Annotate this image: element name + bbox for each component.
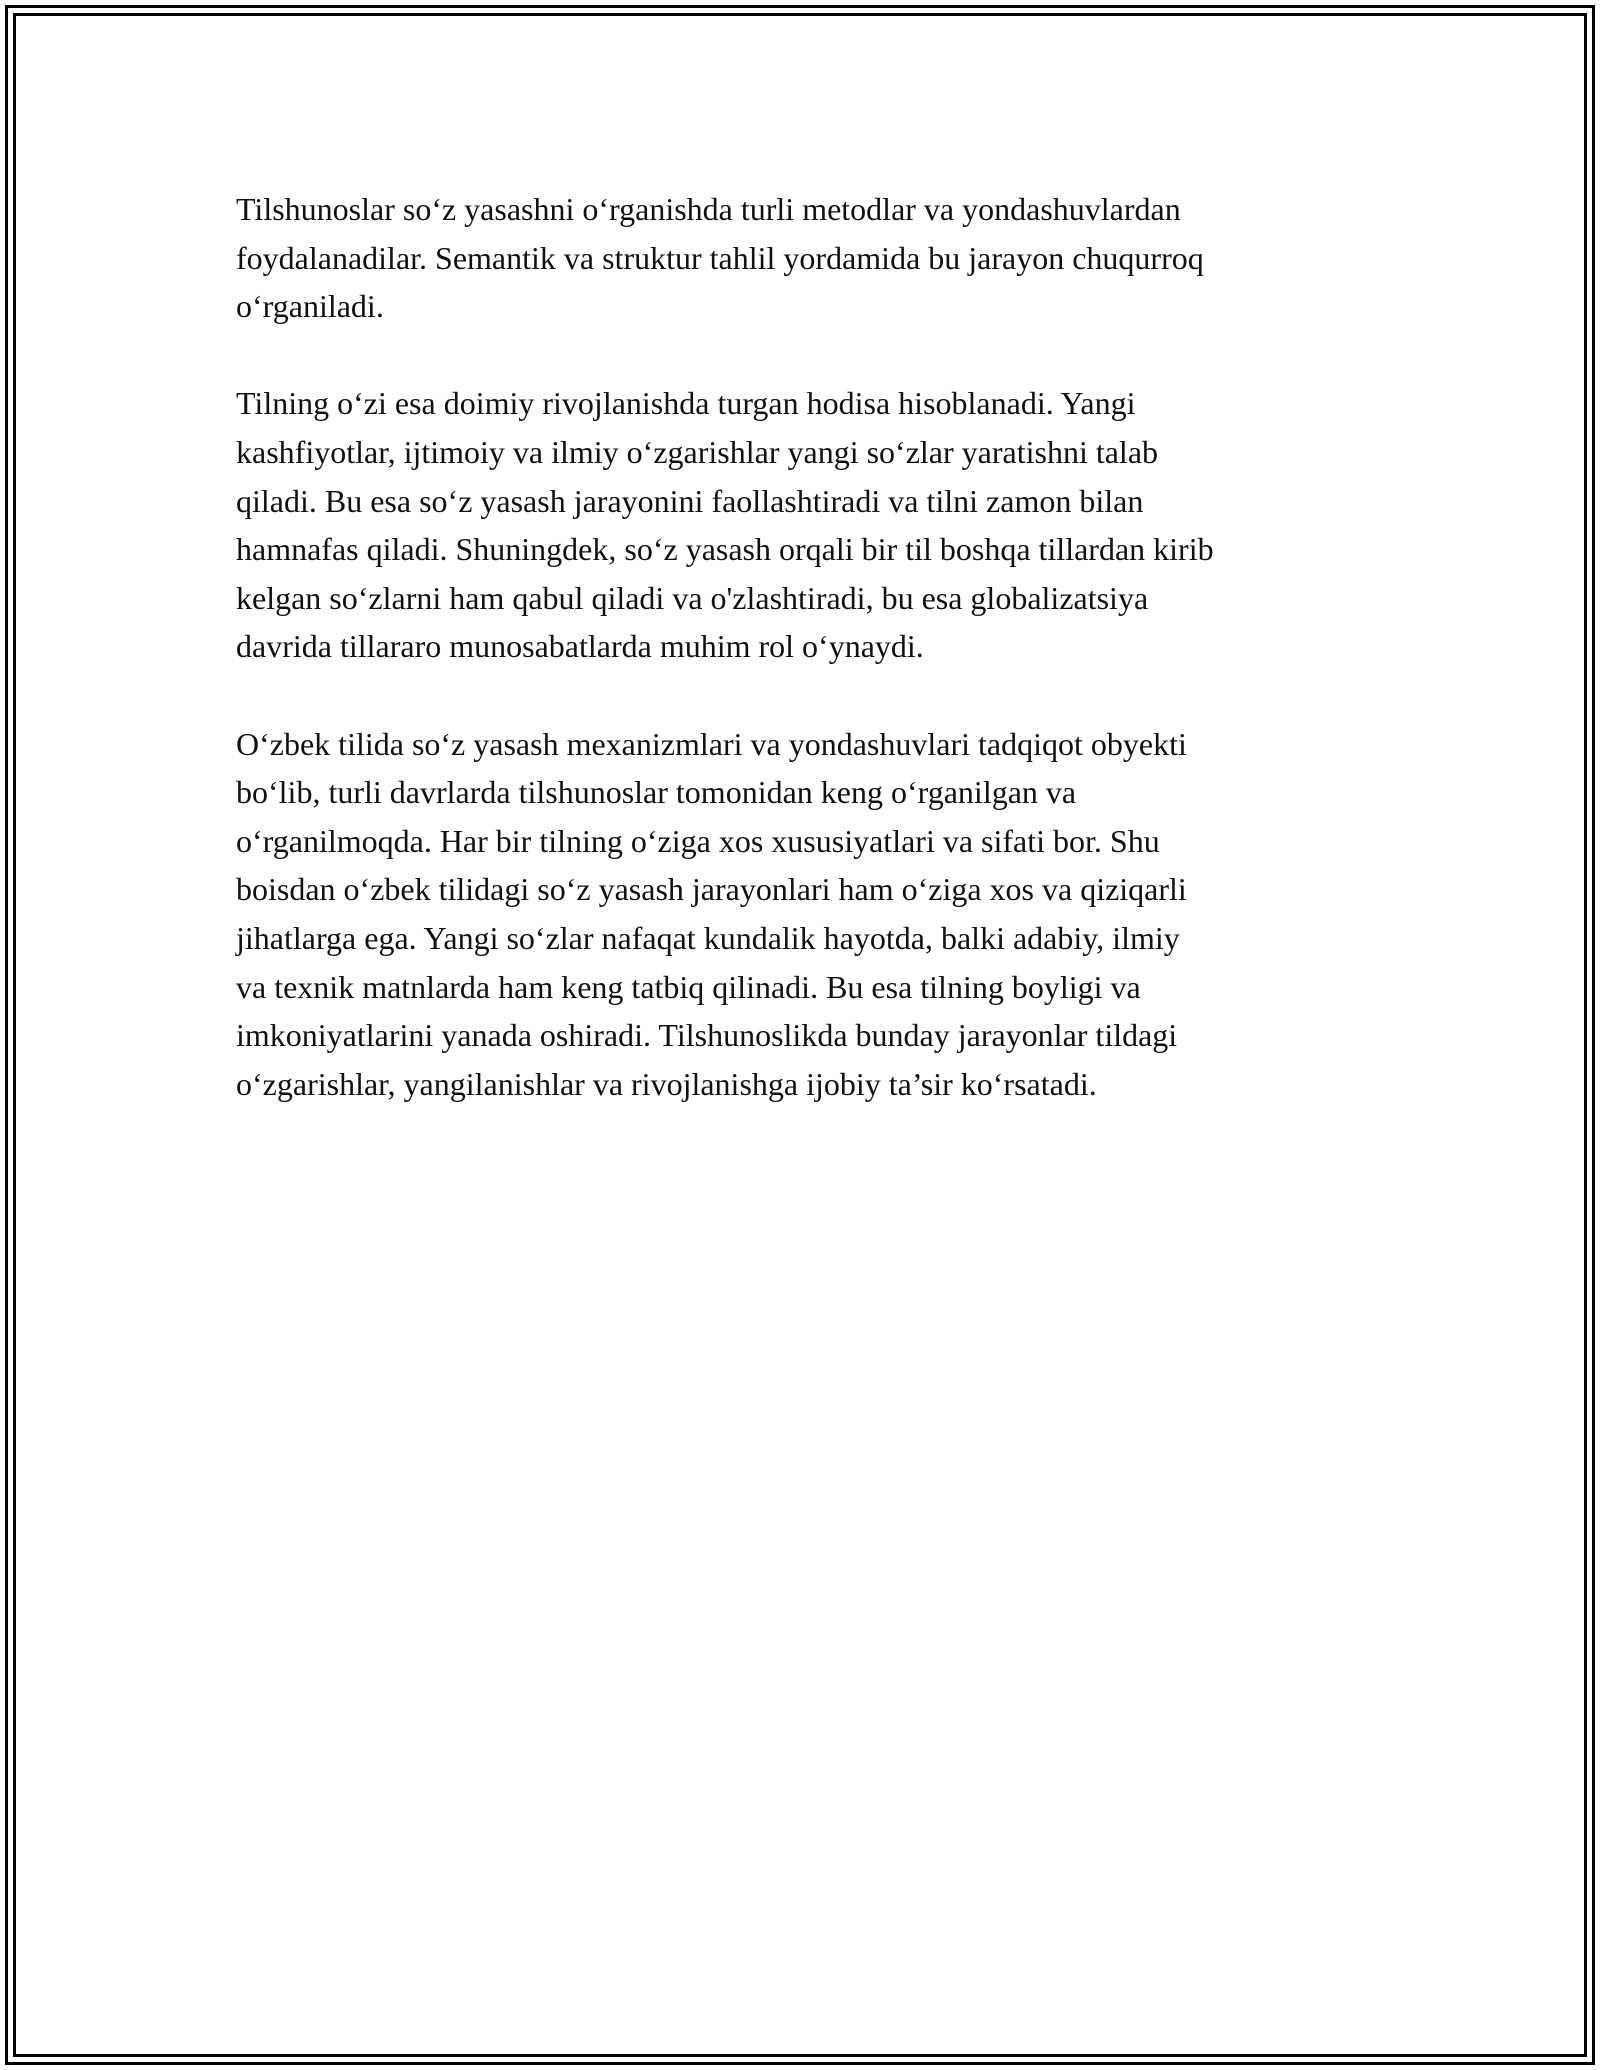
text-line: imkoniyatlarini yanada oshiradi. Tilshunoslikda bunday jarayonlar tildagi (236, 1017, 1178, 1054)
text-line: Tilning o‘zi esa doimiy rivojlanishda turgan hodisa hisoblanadi. Yangi (236, 385, 1136, 422)
text-line: hamnafas qiladi. Shuningdek, so‘z yasash orqali bir til boshqa tillardan kirib (236, 531, 1214, 568)
text-line: davrida tillararo munosabatlarda muhim rol o‘ynaydi. (236, 628, 924, 665)
text-line: boisdan o‘zbek tilidagi so‘z yasash jarayonlari ham o‘ziga xos va qiziqarli (236, 871, 1187, 908)
text-line: o‘rganilmoqda. Har bir tilning o‘ziga xos xususiyatlari va sifati bor. Shu (236, 822, 1160, 859)
text-line: o‘rganiladi. (236, 288, 384, 325)
text-line: o‘zgarishlar, yangilanishlar va rivojlanishga ijobiy ta’sir ko‘rsatadi. (236, 1065, 1097, 1102)
document-body (236, 185, 1364, 1157)
paragraph-3 (236, 720, 1364, 1109)
text-line: foydalanadilar. Semantik va struktur tahlil yordamida bu jarayon chuqurroq (236, 239, 1204, 276)
text-line: bo‘lib, turli davrlarda tilshunoslar tomonidan keng o‘rganilgan va (236, 774, 1077, 811)
paragraph-1 (236, 185, 1364, 331)
text-line: O‘zbek tilida so‘z yasash mexanizmlari va yondashuvlari tadqiqot obyekti (236, 725, 1187, 762)
text-line: kelgan so‘zlarni ham qabul qiladi va o'zlashtiradi, bu esa globalizatsiya (236, 579, 1149, 616)
text-line: qiladi. Bu esa so‘z yasash jarayonini faollashtiradi va tilni zamon bilan (236, 482, 1144, 519)
text-line: kashfiyotlar, ijtimoiy va ilmiy o‘zgarishlar yangi so‘zlar yaratishni talab (236, 433, 1159, 470)
text-line: Tilshunoslar so‘z yasashni o‘rganishda turli metodlar va yondashuvlardan (236, 191, 1181, 227)
paragraph-2 (236, 379, 1364, 671)
text-line: va texnik matnlarda ham keng tatbiq qilinadi. Bu esa tilning boyligi va (236, 968, 1141, 1005)
text-line: jihatlarga ega. Yangi so‘zlar nafaqat kundalik hayotda, balki adabiy, ilmiy (236, 919, 1180, 956)
